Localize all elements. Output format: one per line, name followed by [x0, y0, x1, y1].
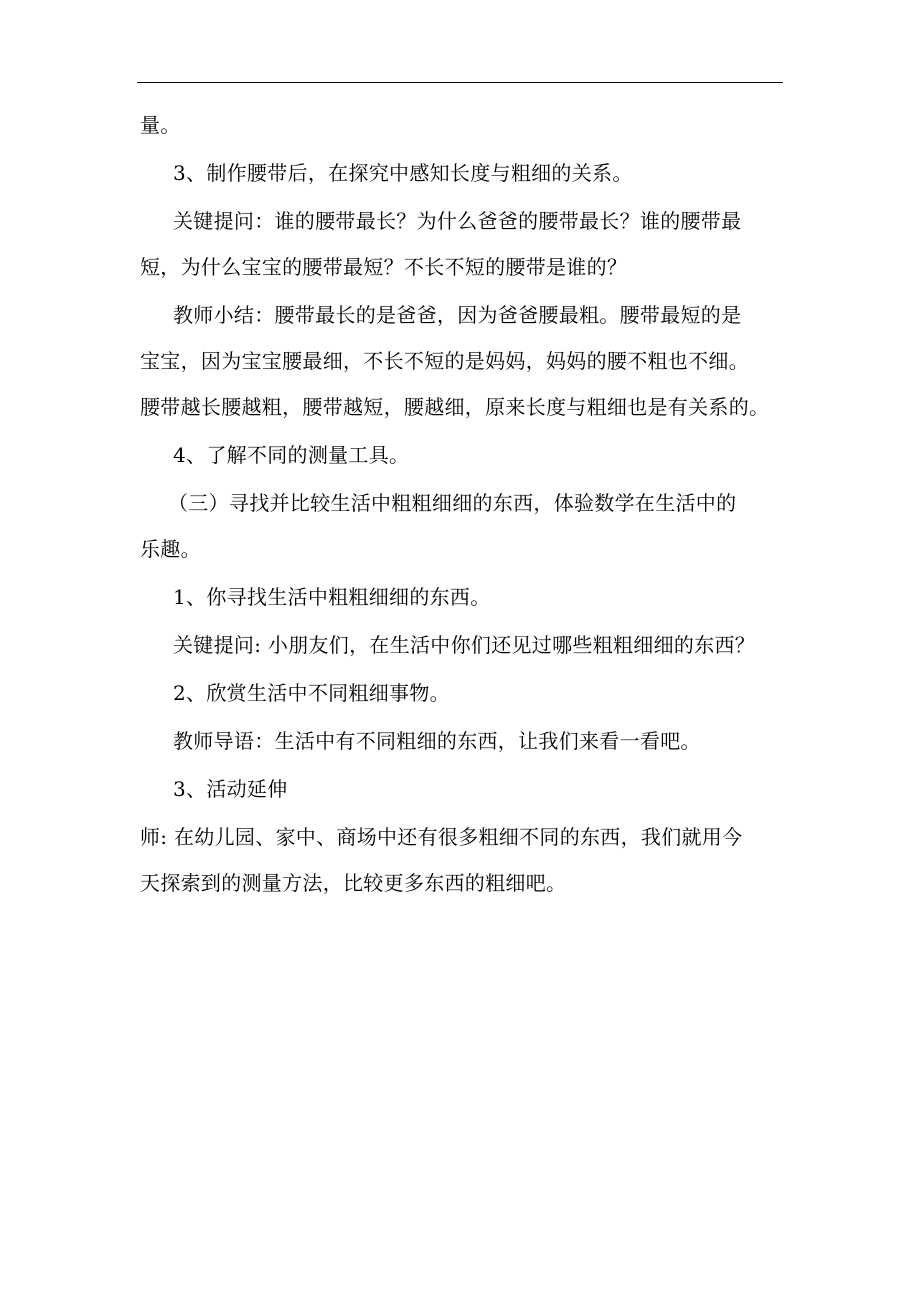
header-rule — [137, 82, 783, 83]
step-3-extension-heading: 3、活动延伸 — [173, 777, 288, 801]
teacher-summary-line: 教师小结：腰带最长的是爸爸，因为爸爸腰最粗。腰带最短的是 — [173, 303, 742, 327]
paragraph-line: 腰带越长腰越粗，腰带越短，腰越细，原来长度与粗细也是有关系的。 — [140, 395, 770, 419]
step-2-heading: 2、欣赏生活中不同粗细事物。 — [173, 681, 450, 705]
paragraph-line: 量。 — [140, 113, 181, 137]
paragraph-line: 宝宝，因为宝宝腰最细，不长不短的是妈妈，妈妈的腰不粗也不细。 — [140, 349, 749, 373]
paragraph-line: 乐趣。 — [140, 537, 201, 561]
teacher-guide-line: 教师导语：生活中有不同粗细的东西，让我们来看一看吧。 — [173, 729, 701, 753]
document-body — [140, 113, 790, 895]
step-1-heading: 1、你寻找生活中粗粗细细的东西。 — [173, 585, 491, 609]
step-3-heading: 3、制作腰带后，在探究中感知长度与粗细的关系。 — [173, 161, 633, 185]
key-question-line: 关键提问：谁的腰带最长？为什么爸爸的腰带最长？谁的腰带最 — [173, 209, 742, 233]
key-question-line: 关键提问: 小朋友们，在生活中你们还见过哪些粗粗细细的东西？ — [173, 633, 756, 657]
teacher-line: 师: 在幼儿园、家中、商场中还有很多粗细不同的东西，我们就用今 — [140, 825, 743, 849]
section-3-heading: （三）寻找并比较生活中粗粗细细的东西，体验数学在生活中的 — [168, 491, 737, 515]
paragraph-line: 天探索到的测量方法，比较更多东西的粗细吧。 — [140, 871, 567, 895]
step-4-heading: 4、了解不同的测量工具。 — [173, 443, 410, 467]
paragraph-line: 短，为什么宝宝的腰带最短？不长不短的腰带是谁的？ — [140, 255, 628, 279]
